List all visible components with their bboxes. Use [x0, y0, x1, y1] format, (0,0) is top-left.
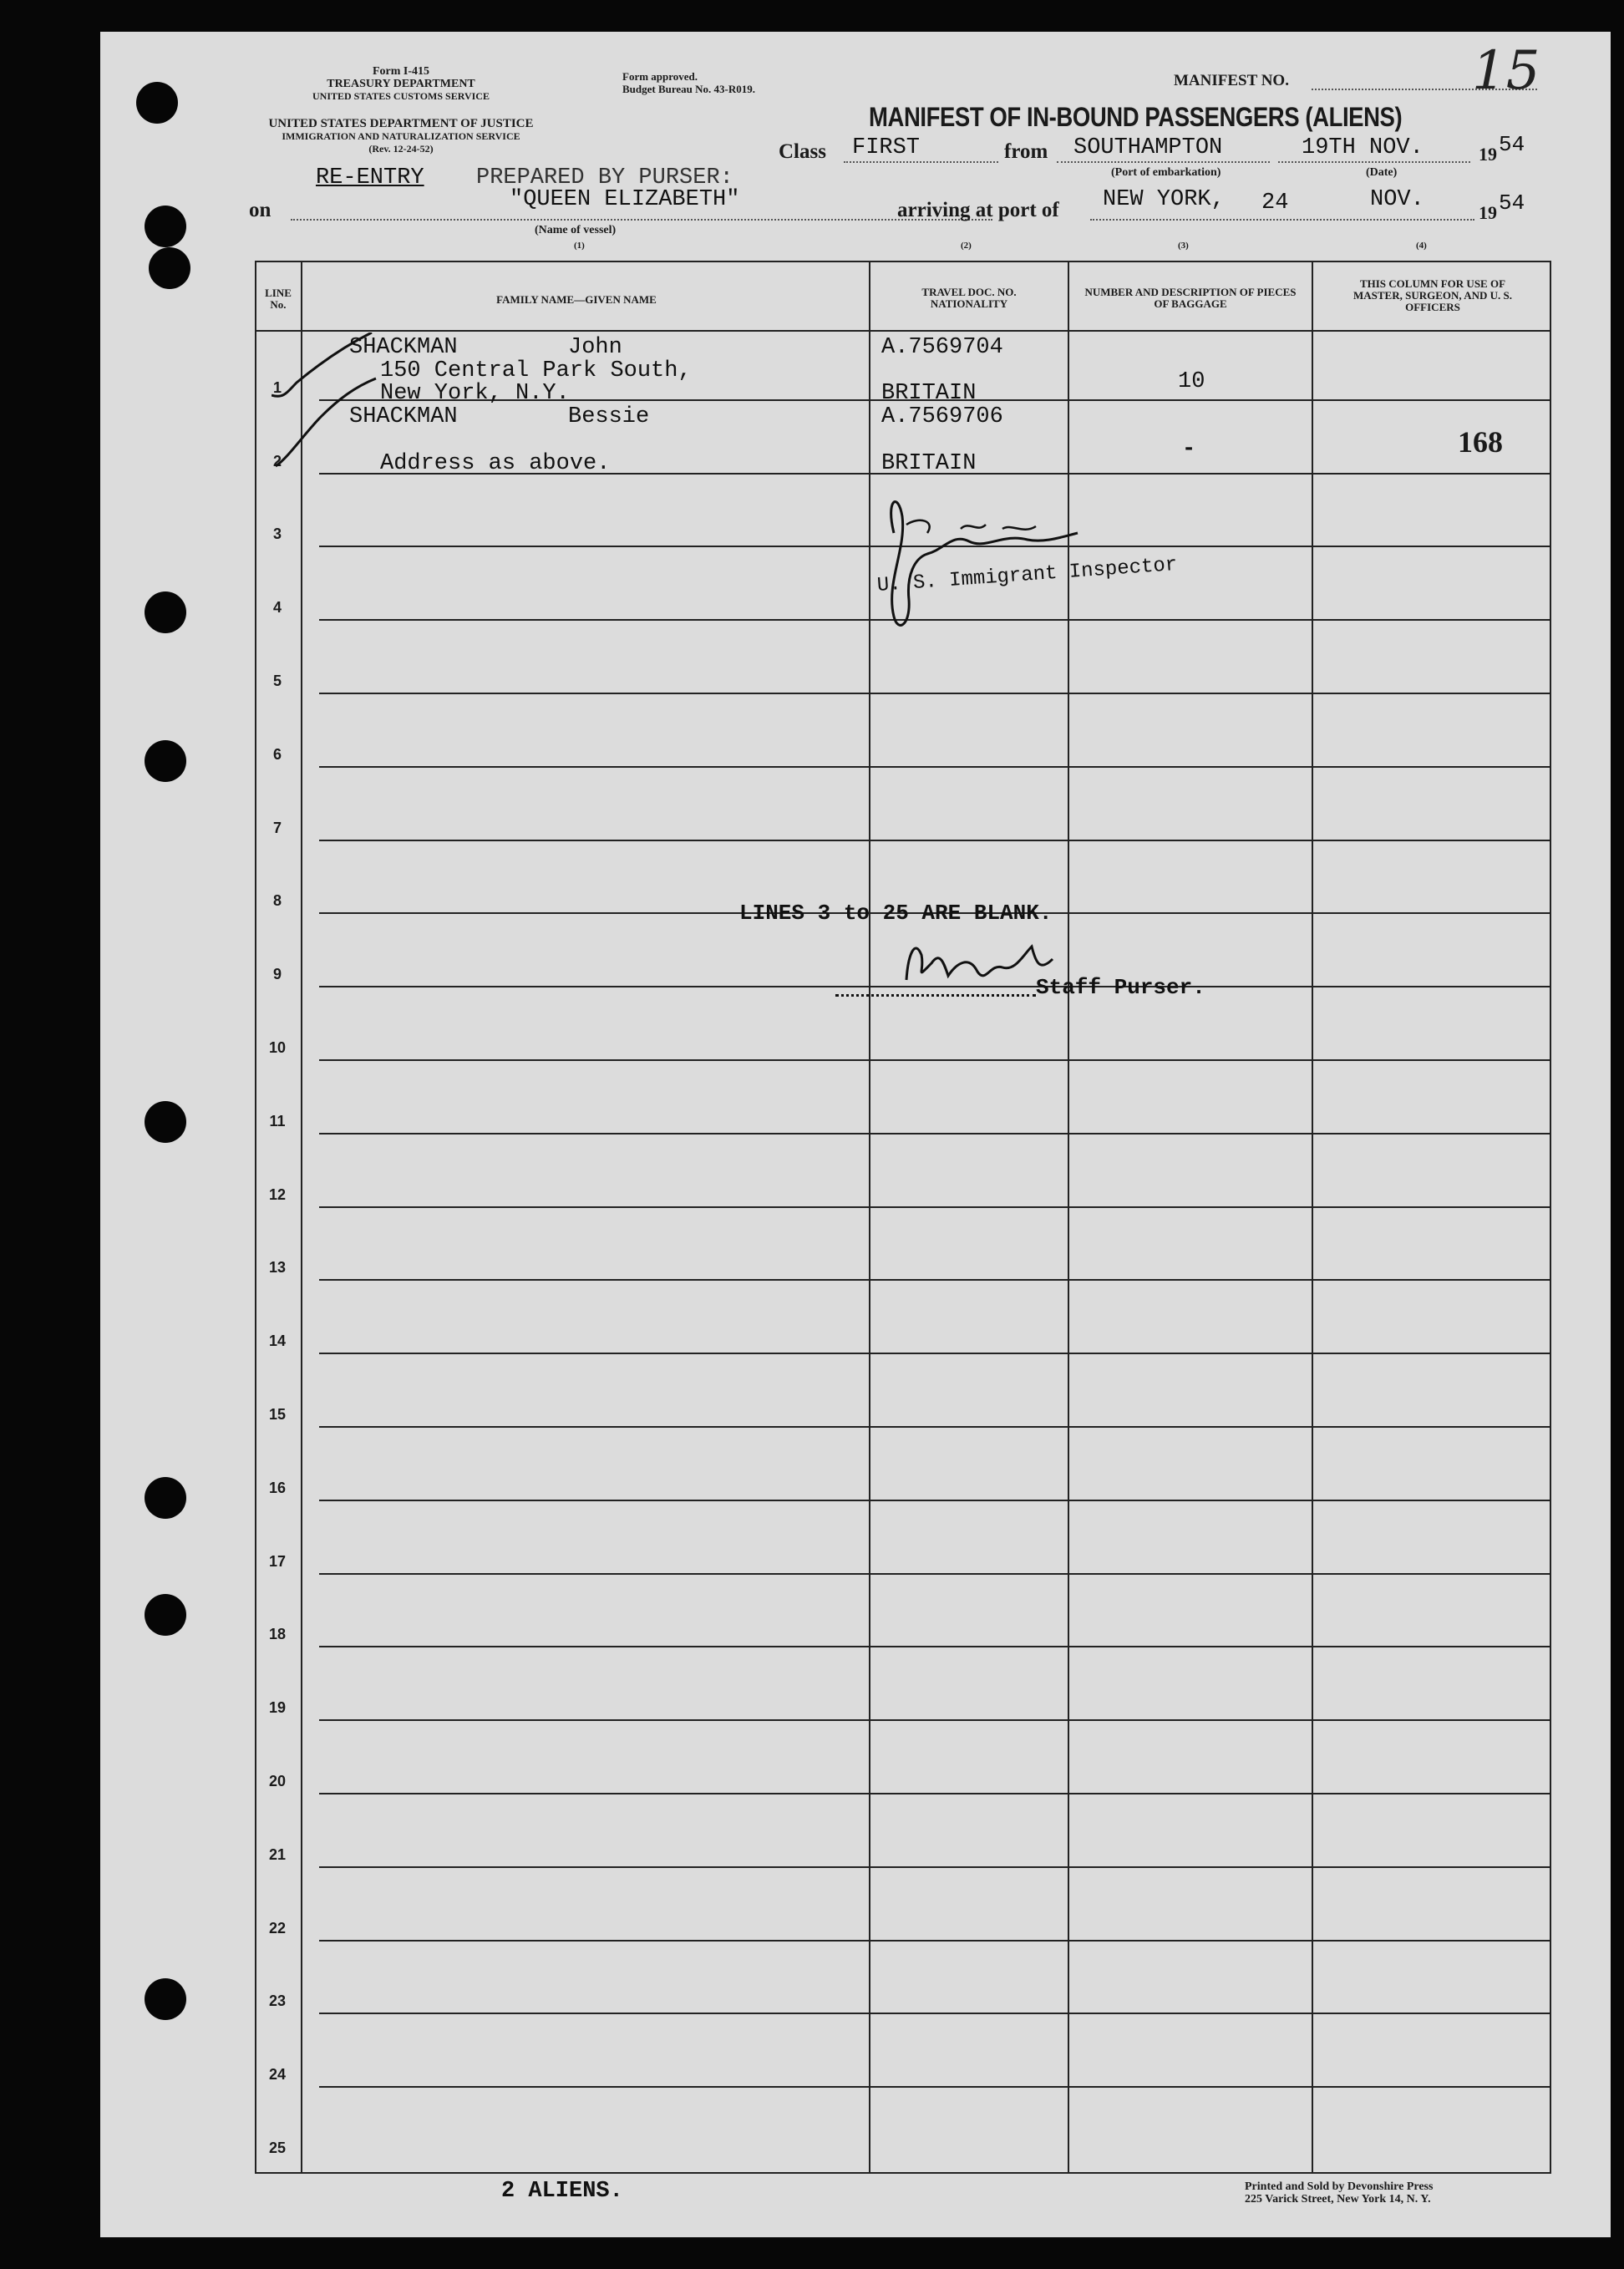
treasury-department: TREASURY DEPARTMENT [327, 78, 475, 90]
column-2-caption: (2) [961, 241, 972, 251]
justice-header [242, 118, 560, 155]
line-number: 7 [272, 819, 282, 836]
line-number: 4 [272, 599, 282, 617]
form-number: Form I-415 [372, 65, 430, 78]
arrival-year-prefix: 19 [1479, 202, 1497, 223]
p1-baggage: 10 [1178, 369, 1205, 394]
printer-line-1: Printed and Sold by Devonshire Press [1245, 2180, 1434, 2193]
arrival-port: NEW YORK, [1103, 187, 1225, 212]
arriving-line [1090, 219, 1474, 221]
printer-line-2: 225 Varick Street, New York 14, N. Y. [1245, 2193, 1431, 2206]
table-row-divider [319, 1793, 1551, 1794]
officers-header: THIS COLUMN FOR USE OF MASTER, SURGEON, AND U. S. OFFICERS [1353, 277, 1512, 313]
class-label: Class [779, 140, 826, 163]
line-number: 8 [272, 892, 282, 910]
p1-address-line-2: New York, N.Y. [380, 381, 570, 406]
line-number: 6 [272, 745, 282, 763]
customs-service: UNITED STATES CUSTOMS SERVICE [312, 90, 490, 102]
binder-hole [145, 1477, 186, 1519]
baggage-header: NUMBER AND DESCRIPTION OF PIECES OF BAGGAGE [1084, 286, 1297, 310]
blank-lines-note: LINES 3 to 25 ARE BLANK. [739, 901, 1053, 926]
line-number: 20 [268, 1773, 287, 1789]
line-number: 21 [268, 1845, 287, 1863]
column-4-caption: (4) [1416, 241, 1427, 251]
binder-hole [145, 591, 186, 633]
departure-date: 19TH NOV. [1302, 135, 1424, 160]
line-no-header: LINE No. [265, 287, 292, 311]
line-number: 24 [268, 2066, 287, 2084]
p1-address-line-1: 150 Central Park South, [380, 358, 692, 383]
prepared-by-purser: PREPARED BY PURSER: [476, 165, 733, 190]
line-number: 10 [268, 1039, 287, 1056]
line-number: 17 [268, 1552, 287, 1570]
table-row-divider [319, 1719, 1551, 1721]
column-3-caption: (3) [1178, 241, 1189, 251]
binder-hole [149, 247, 190, 289]
line-number: 3 [272, 525, 282, 543]
department-of-justice: UNITED STATES DEPARTMENT OF JUSTICE [268, 117, 534, 130]
p2-baggage: - [1182, 437, 1196, 462]
table-row-divider [319, 1866, 1551, 1868]
inspector-label: U. S. Immigrant Inspector [876, 553, 1179, 597]
name-header: FAMILY NAME—GIVEN NAME [496, 293, 657, 306]
table-row-divider [319, 693, 1551, 694]
table-row-divider [319, 1940, 1551, 1942]
line-number: 9 [272, 966, 282, 983]
table-row-divider [319, 1646, 1551, 1647]
vessel-name: "QUEEN ELIZABETH" [510, 187, 740, 212]
on-label: on [249, 199, 272, 221]
line-number: 13 [268, 1259, 287, 1277]
travel-doc-header: TRAVEL DOC. NO. NATIONALITY [921, 286, 1017, 310]
line-number: 22 [268, 1919, 287, 1937]
budget-bureau: Budget Bureau No. 43-R019. [622, 83, 756, 95]
line-number: 23 [268, 1992, 287, 2010]
purser-signature-line [835, 994, 1036, 997]
table-row-divider [319, 1573, 1551, 1575]
table-row-divider [319, 1500, 1551, 1501]
p1-nationality: BRITAIN [881, 381, 977, 406]
table-row-divider [319, 2086, 1551, 2088]
arrival-day: 24 [1261, 190, 1289, 216]
binder-hole [145, 1594, 186, 1636]
from-line [1057, 161, 1270, 163]
agency-header [251, 65, 551, 103]
departure-year: 54 [1499, 132, 1525, 157]
form-approved: Form approved. [622, 70, 698, 83]
date-line [1278, 161, 1470, 163]
p2-travel-doc: A.7569706 [881, 404, 1003, 429]
manifest-page [100, 32, 1611, 2237]
form-title: MANIFEST OF IN-BOUND PASSENGERS (ALIENS) [869, 102, 1403, 132]
line-number: 5 [272, 673, 282, 689]
column-1-caption: (1) [574, 241, 585, 251]
line-number: 1 [272, 378, 282, 396]
p1-family-name: SHACKMAN [349, 335, 458, 360]
table-row-divider [319, 1353, 1551, 1354]
vessel-line [291, 219, 992, 221]
line-number: 15 [268, 1406, 287, 1423]
table-row-divider [319, 1133, 1551, 1134]
date-caption: (Date) [1366, 166, 1398, 179]
binder-hole [145, 206, 186, 247]
form-approval [622, 70, 755, 95]
p1-travel-doc: A.7569704 [881, 335, 1003, 360]
immigration-service: IMMIGRATION AND NATURALIZATION SERVICE [282, 130, 520, 142]
line-number: 19 [268, 1699, 287, 1717]
port-of-embarkation-caption: (Port of embarkation) [1111, 166, 1221, 179]
col-divider-line [301, 261, 302, 2174]
line-number: 14 [268, 1332, 287, 1350]
table-row-divider [319, 2013, 1551, 2014]
vessel-caption: (Name of vessel) [535, 224, 617, 236]
reentry-stamp: RE-ENTRY [316, 165, 424, 190]
line-number: 2 [272, 452, 282, 470]
table-row-divider [319, 1206, 1551, 1208]
arrival-year: 54 [1499, 190, 1525, 216]
p2-given-name: Bessie [568, 404, 650, 429]
class-value: FIRST [852, 135, 921, 160]
p2-nationality: BRITAIN [881, 451, 977, 476]
port-of-embarkation: SOUTHAMPTON [1073, 135, 1223, 160]
year-prefix: 19 [1479, 144, 1497, 165]
table-row-divider [319, 1279, 1551, 1281]
p2-family-name: SHACKMAN [349, 404, 458, 429]
aliens-count: 2 ALIENS. [501, 2179, 623, 2204]
from-label: from [1004, 140, 1048, 163]
line-number: 18 [268, 1626, 287, 1643]
table-row-divider [319, 1059, 1551, 1061]
table-row-divider [319, 766, 1551, 768]
class-line [844, 161, 998, 163]
manifest-no-label: MANIFEST NO. [1174, 72, 1289, 89]
p2-address: Address as above. [380, 451, 611, 476]
binder-hole [136, 82, 178, 124]
header-underline [255, 330, 1551, 332]
table-row-divider [319, 840, 1551, 841]
arrival-month: NOV. [1370, 187, 1424, 212]
col-divider-baggage [1312, 261, 1313, 2174]
staff-purser-label: Staff Purser. [1036, 975, 1205, 1000]
binder-hole [145, 740, 186, 782]
binder-hole [145, 1101, 186, 1143]
checkmark-icon [272, 332, 380, 483]
p1-given-name: John [568, 335, 622, 360]
officer-note: 168 [1458, 425, 1503, 459]
manifest-no-value: 15 [1472, 40, 1540, 102]
line-number: 25 [268, 2140, 287, 2156]
printer-info [1245, 2180, 1433, 2206]
arriving-label: arriving at port of [897, 199, 1059, 221]
line-number: 12 [268, 1185, 287, 1203]
binder-hole [145, 1978, 186, 2020]
line-number: 11 [269, 1112, 286, 1129]
table-row-divider [319, 1426, 1551, 1428]
form-revision: (Rev. 12-24-52) [368, 143, 434, 155]
line-number: 16 [268, 1479, 287, 1496]
